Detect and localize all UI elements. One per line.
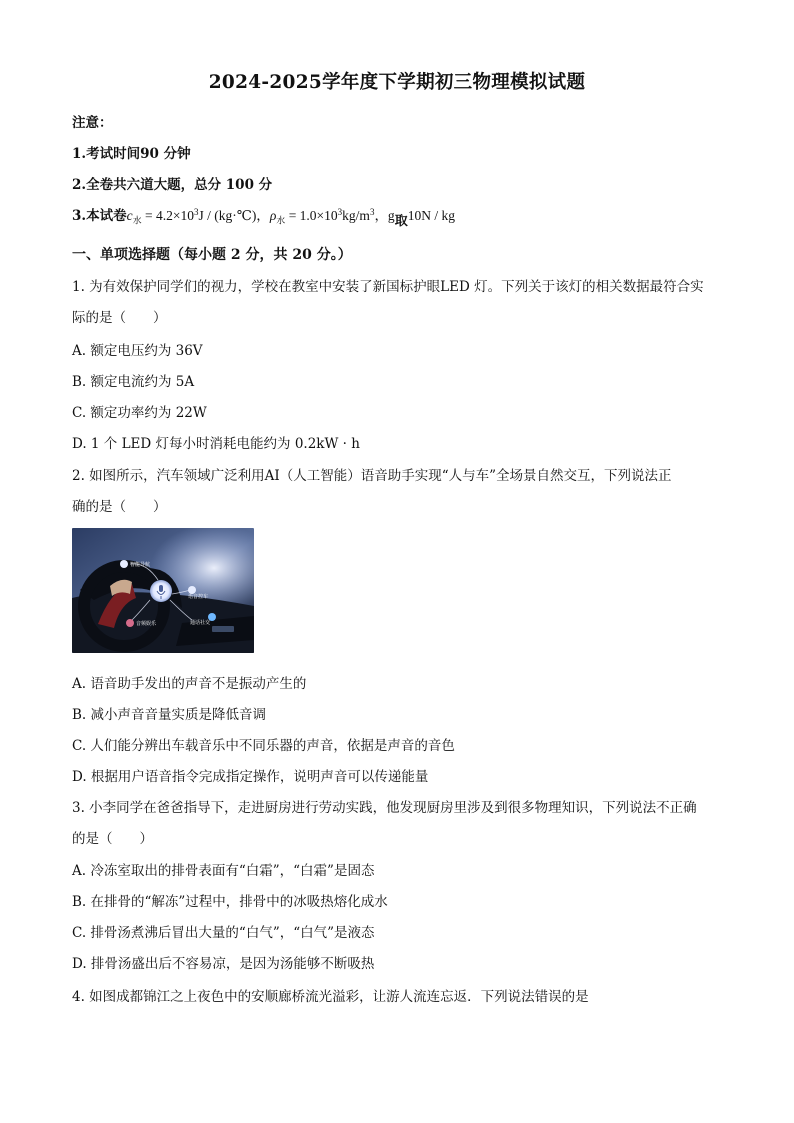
constants-prefix: 3.本试卷	[72, 208, 127, 224]
constants-formula	[126, 207, 455, 228]
c-unit: J / (kg·℃)，	[198, 208, 270, 223]
c-value: = 4.2×10	[141, 208, 194, 223]
q1-option-b: B. 额定电流约为 5A	[72, 374, 195, 390]
rho-subscript: 水	[276, 215, 286, 226]
q2-option-d: D. 根据用户语音指令完成指定操作，说明声音可以传递能量	[72, 769, 429, 785]
q4-stem-line1: 4. 如图成都锦江之上夜色中的安顺廊桥流光溢彩，让游人流连忘返．下列说法错误的是	[72, 989, 589, 1005]
notice-item-constants	[72, 204, 455, 229]
q3-stem-line2: 的是（ ）	[72, 831, 153, 847]
q1-stem-line1: 1. 为有效保护同学们的视力，学校在教室中安装了新国标护眼LED 灯。下列关于该灯的相关数据最符合实	[72, 279, 704, 295]
q1-option-d: D. 1 个 LED 灯每小时消耗电能约为 0.2kW · h	[72, 436, 360, 452]
g-separator: ，g	[374, 208, 395, 223]
photo-label-navigation: 智能导航	[130, 562, 151, 568]
q2-stem-line2: 确的是（ ）	[72, 499, 167, 515]
photo-label-voice-control: 语音控车	[188, 594, 209, 600]
c-exponent: 3	[193, 207, 199, 217]
q3-option-b: B. 在排骨的“解冻”过程中，排骨中的冰吸热熔化成水	[72, 894, 388, 910]
q2-stem-line1: 2. 如图所示，汽车领域广泛利用AI（人工智能）语音助手实现“人与车”全场景自然交互，下列说法正	[72, 468, 672, 484]
rho-unit-exponent: 3	[369, 207, 375, 217]
g-value: 10N / kg	[407, 208, 455, 223]
q3-option-a: A. 冷冻室取出的排骨表面有“白霜”，“白霜”是固态	[72, 863, 375, 879]
q3-option-c: C. 排骨汤煮沸后冒出大量的“白气”，“白气”是液态	[72, 925, 375, 941]
rho-exponent: 3	[337, 207, 343, 217]
q1-stem-line2: 际的是（ ）	[72, 310, 167, 326]
rho-symbol: ρ	[269, 208, 277, 223]
g-take-word: 取	[394, 213, 408, 228]
c-subscript: 水	[132, 215, 142, 226]
c-symbol: c	[126, 208, 133, 223]
q1-option-a: A. 额定电压约为 36V	[72, 343, 203, 359]
rho-unit: kg/m	[342, 208, 370, 223]
q1-option-c: C. 额定功率约为 22W	[72, 405, 207, 421]
notice-heading: 注意：	[72, 115, 113, 131]
q2-option-b: B. 减小声音音量实质是降低音调	[72, 707, 267, 723]
photo-label-audio: 音频娱乐	[136, 621, 157, 627]
q2-option-a: A. 语音助手发出的声音不是振动产生的	[72, 676, 307, 692]
notice-item-time: 1.考试时间90 分钟	[72, 146, 191, 162]
page-title: 2024-2025学年度下学期初三物理模拟试题	[208, 72, 586, 93]
q3-stem-line1: 3. 小李同学在爸爸指导下，走进厨房进行劳动实践，他发现厨房里涉及到很多物理知识，下列说法不正确	[72, 800, 697, 816]
section-heading-single-choice: 一、单项选择题（每小题 2 分，共 20 分。）	[72, 247, 352, 263]
rho-value: = 1.0×10	[285, 208, 338, 223]
notice-item-total: 2.全卷共六道大题，总分 100 分	[72, 177, 273, 193]
q2-option-c: C. 人们能分辨出车载音乐中不同乐器的声音，依据是声音的音色	[72, 738, 455, 754]
q3-option-d: D. 排骨汤盛出后不容易凉，是因为汤能够不断吸热	[72, 956, 375, 972]
car-voice-assistant-photo	[72, 528, 254, 653]
photo-label-calls: 通话社交	[190, 620, 211, 626]
